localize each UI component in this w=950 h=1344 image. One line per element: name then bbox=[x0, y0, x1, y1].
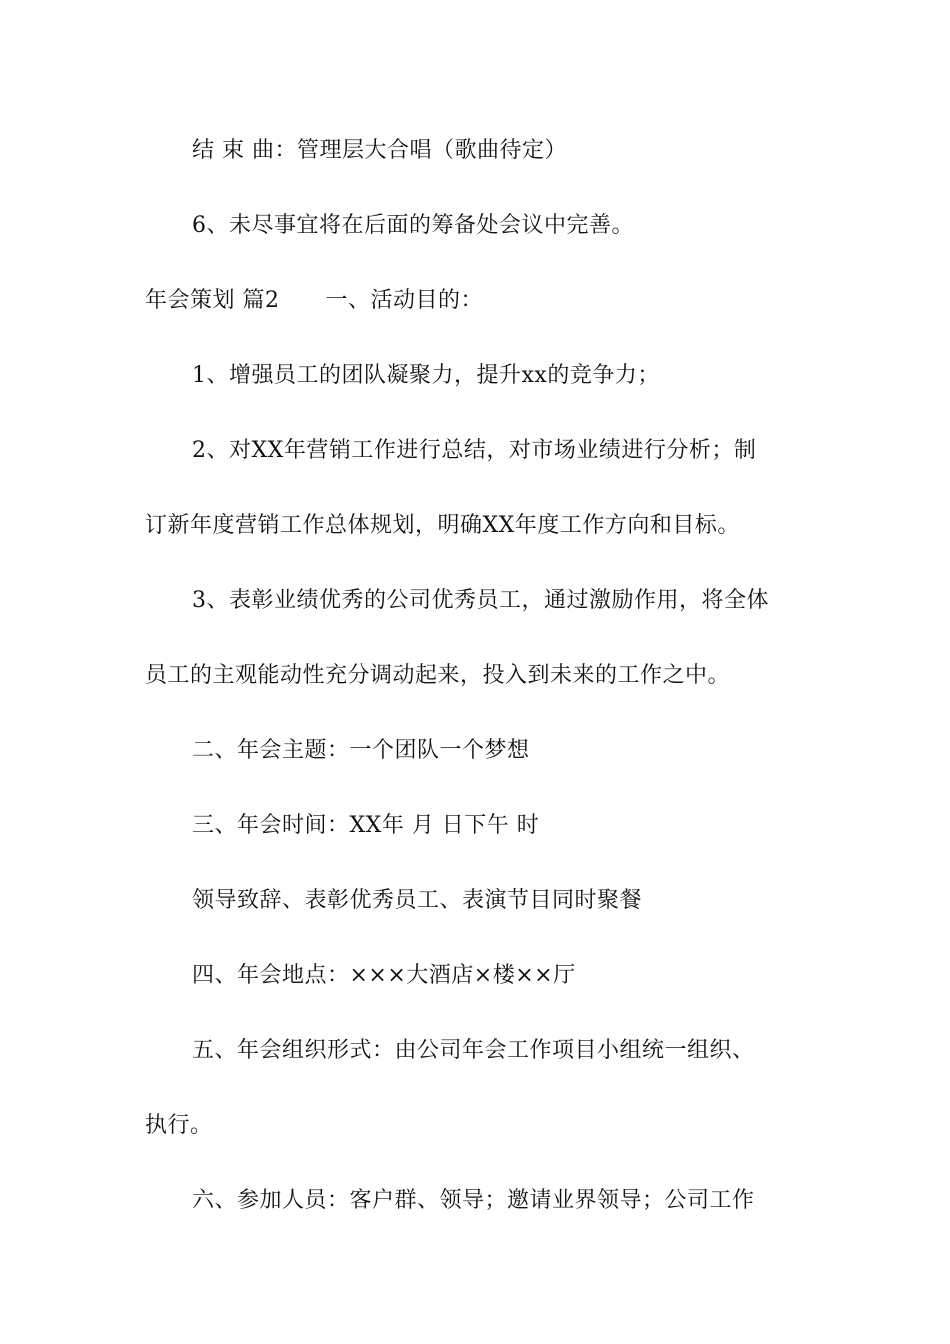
heading-theme: 二、年会主题：一个团队一个梦想 bbox=[192, 738, 530, 763]
heading-venue: 四、年会地点：×××大酒店×楼××厅 bbox=[192, 963, 576, 988]
heading-organization-line-1: 五、年会组织形式：由公司年会工作项目小组统一组织、 bbox=[192, 1038, 755, 1063]
purpose-item-2-line-1: 2、对XX年营销工作进行总结，对市场业绩进行分析；制 bbox=[192, 438, 757, 463]
heading-participants: 六、参加人员：客户群、领导；邀请业界领导；公司工作 bbox=[192, 1188, 755, 1213]
paragraph-item-6: 6、未尽事宜将在后面的筹备处会议中完善。 bbox=[192, 213, 634, 238]
section-title: 年会策划 篇2 bbox=[145, 288, 280, 313]
heading-organization-line-2: 执行。 bbox=[145, 1113, 213, 1138]
section-heading-line bbox=[145, 286, 483, 316]
purpose-item-1: 1、增强员工的团队凝聚力，提升xx的竞争力； bbox=[192, 363, 660, 388]
purpose-item-3-line-2: 员工的主观能动性充分调动起来，投入到未来的工作之中。 bbox=[145, 663, 731, 688]
heading-activity-purpose: 一、活动目的： bbox=[325, 288, 484, 313]
program-description: 领导致辞、表彰优秀员工、表演节目同时聚餐 bbox=[192, 888, 643, 913]
paragraph-closing-song: 结 束 曲：管理层大合唱（歌曲待定） bbox=[192, 138, 567, 163]
heading-time: 三、年会时间：XX年 月 日下午 时 bbox=[192, 813, 540, 838]
purpose-item-3-line-1: 3、表彰业绩优秀的公司优秀员工，通过激励作用，将全体 bbox=[192, 588, 769, 613]
purpose-item-2-line-2: 订新年度营销工作总体规划，明确XX年度工作方向和目标。 bbox=[145, 513, 740, 538]
